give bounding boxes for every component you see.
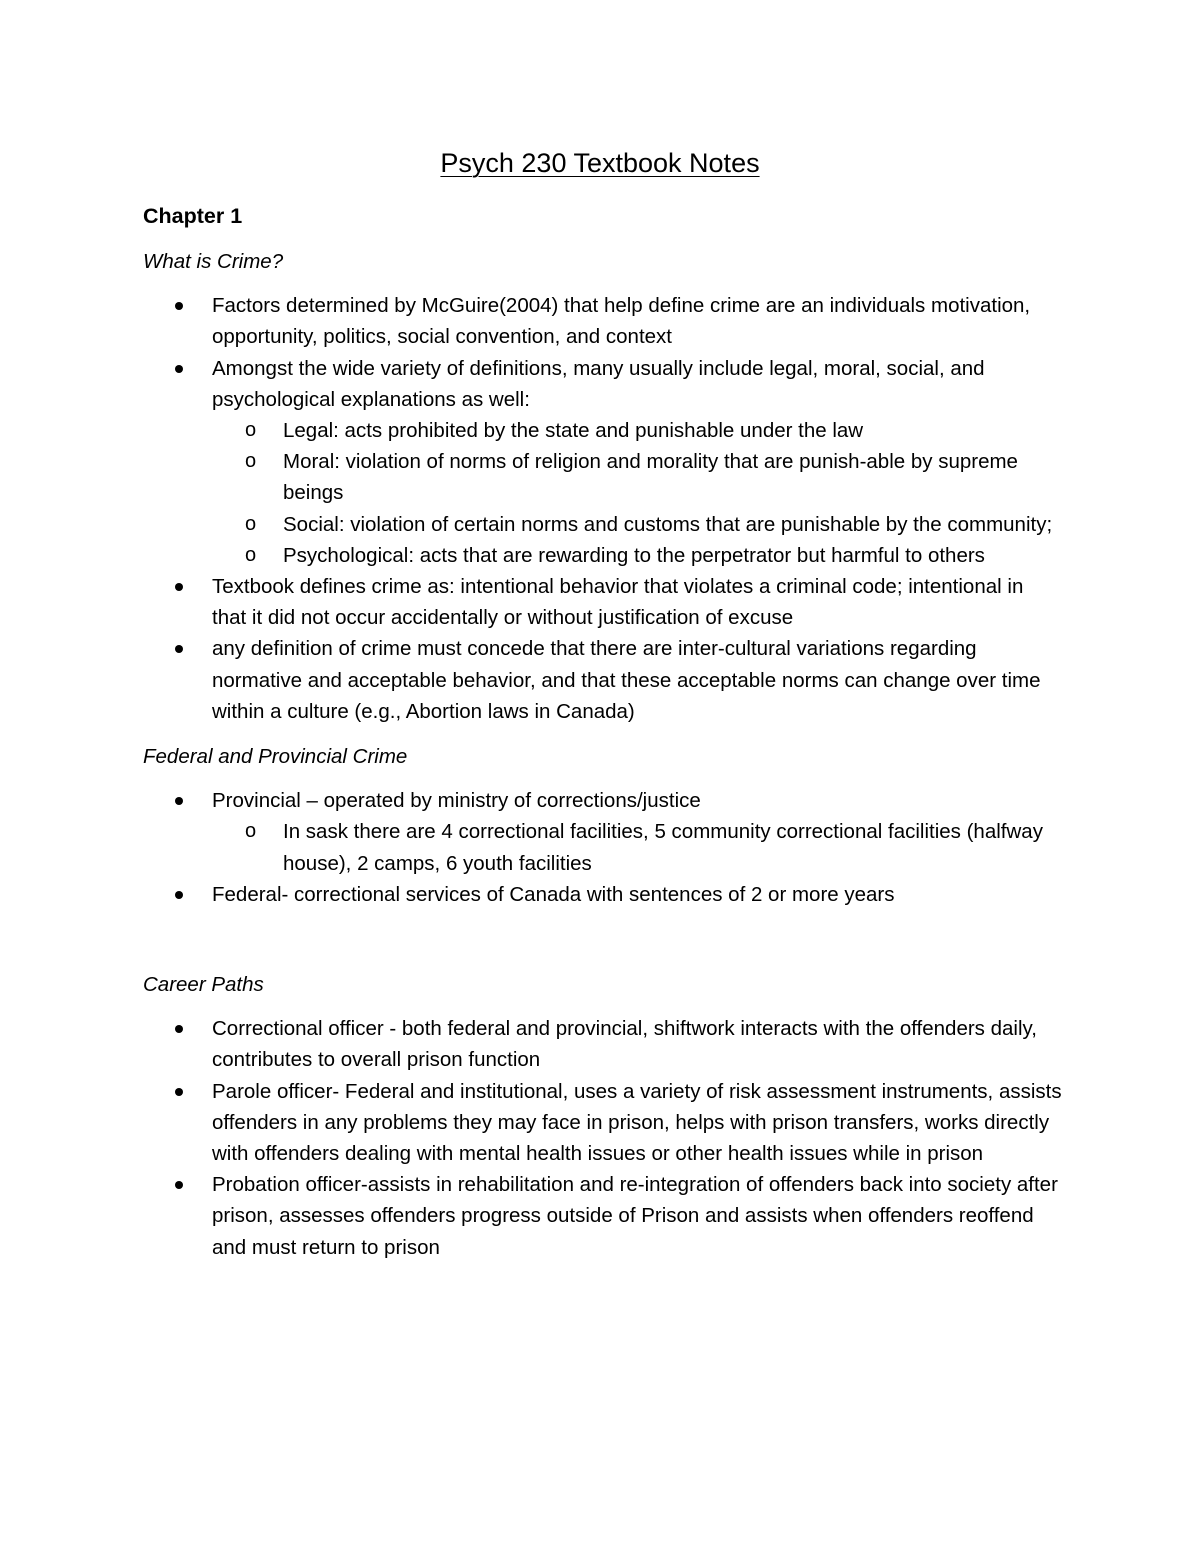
- sub-list-item: o Psychological: acts that are rewarding to the perpetrator but harmful to others: [212, 540, 1063, 571]
- document-body: [143, 200, 1063, 1277]
- list-item-text: Provincial – operated by ministry of corrections/justice: [212, 789, 701, 813]
- list-item: Factors determined by McGuire(2004) that help define crime are an individuals motivation, opportunity, politics, social convention, and context: [143, 290, 1063, 352]
- list-item: Parole officer- Federal and institutional, uses a variety of risk assessment instruments, assists offenders in any problems they may face in prison, helps with prison transfers, works directly with offenders dealing with mental health issues or other health issues while in prison: [143, 1076, 1063, 1170]
- section-career-paths: [143, 969, 1063, 1263]
- bullet-list: [143, 785, 1063, 910]
- sub-list-item: o Moral: violation of norms of religion and morality that are punish-able by supreme beings: [212, 446, 1063, 508]
- list-item: Federal- correctional services of Canada with sentences of 2 or more years: [143, 879, 1063, 910]
- section-heading: Career Paths: [143, 973, 264, 997]
- page-title: Psych 230 Textbook Notes: [440, 148, 760, 178]
- list-item: [143, 353, 1063, 571]
- bullet-list: [143, 1013, 1063, 1263]
- sub-list: [212, 415, 1063, 571]
- list-item: any definition of crime must concede that there are inter-cultural variations regarding normative and acceptable behavior, and that these acceptable norms can change over time within a culture (e.g., Abortion laws in Canada): [143, 633, 1063, 727]
- spacer: [143, 924, 1063, 969]
- section-what-is-crime: [143, 246, 1063, 727]
- sub-list-item: o Social: violation of certain norms and customs that are punishable by the community;: [212, 509, 1063, 540]
- sub-list-item: o In sask there are 4 correctional facilities, 5 community correctional facilities (halfway house), 2 camps, 6 youth facilities: [212, 816, 1063, 878]
- section-heading: Federal and Provincial Crime: [143, 745, 408, 769]
- section-heading: What is Crime?: [143, 250, 284, 273]
- chapter-heading: Chapter 1: [143, 204, 243, 228]
- sub-list-item: o Legal: acts prohibited by the state and punishable under the law: [212, 415, 1063, 446]
- list-item: [143, 785, 1063, 879]
- list-item-text: Amongst the wide variety of definitions, many usually include legal, moral, social, and psychological explanations as well:: [212, 356, 985, 411]
- list-item: Probation officer-assists in rehabilitation and re-integration of offenders back into society after prison, assesses offenders progress outside of Prison and assists when offenders reoffend and must return to prison: [143, 1169, 1063, 1263]
- sub-list: [212, 816, 1063, 878]
- section-federal-provincial: [143, 741, 1063, 910]
- list-item: Textbook defines crime as: intentional behavior that violates a criminal code; intentional in that it did not occur accidentally or without justification of excuse: [143, 571, 1063, 633]
- list-item: Correctional officer - both federal and provincial, shiftwork interacts with the offenders daily, contributes to overall prison function: [143, 1013, 1063, 1075]
- bullet-list: [143, 290, 1063, 727]
